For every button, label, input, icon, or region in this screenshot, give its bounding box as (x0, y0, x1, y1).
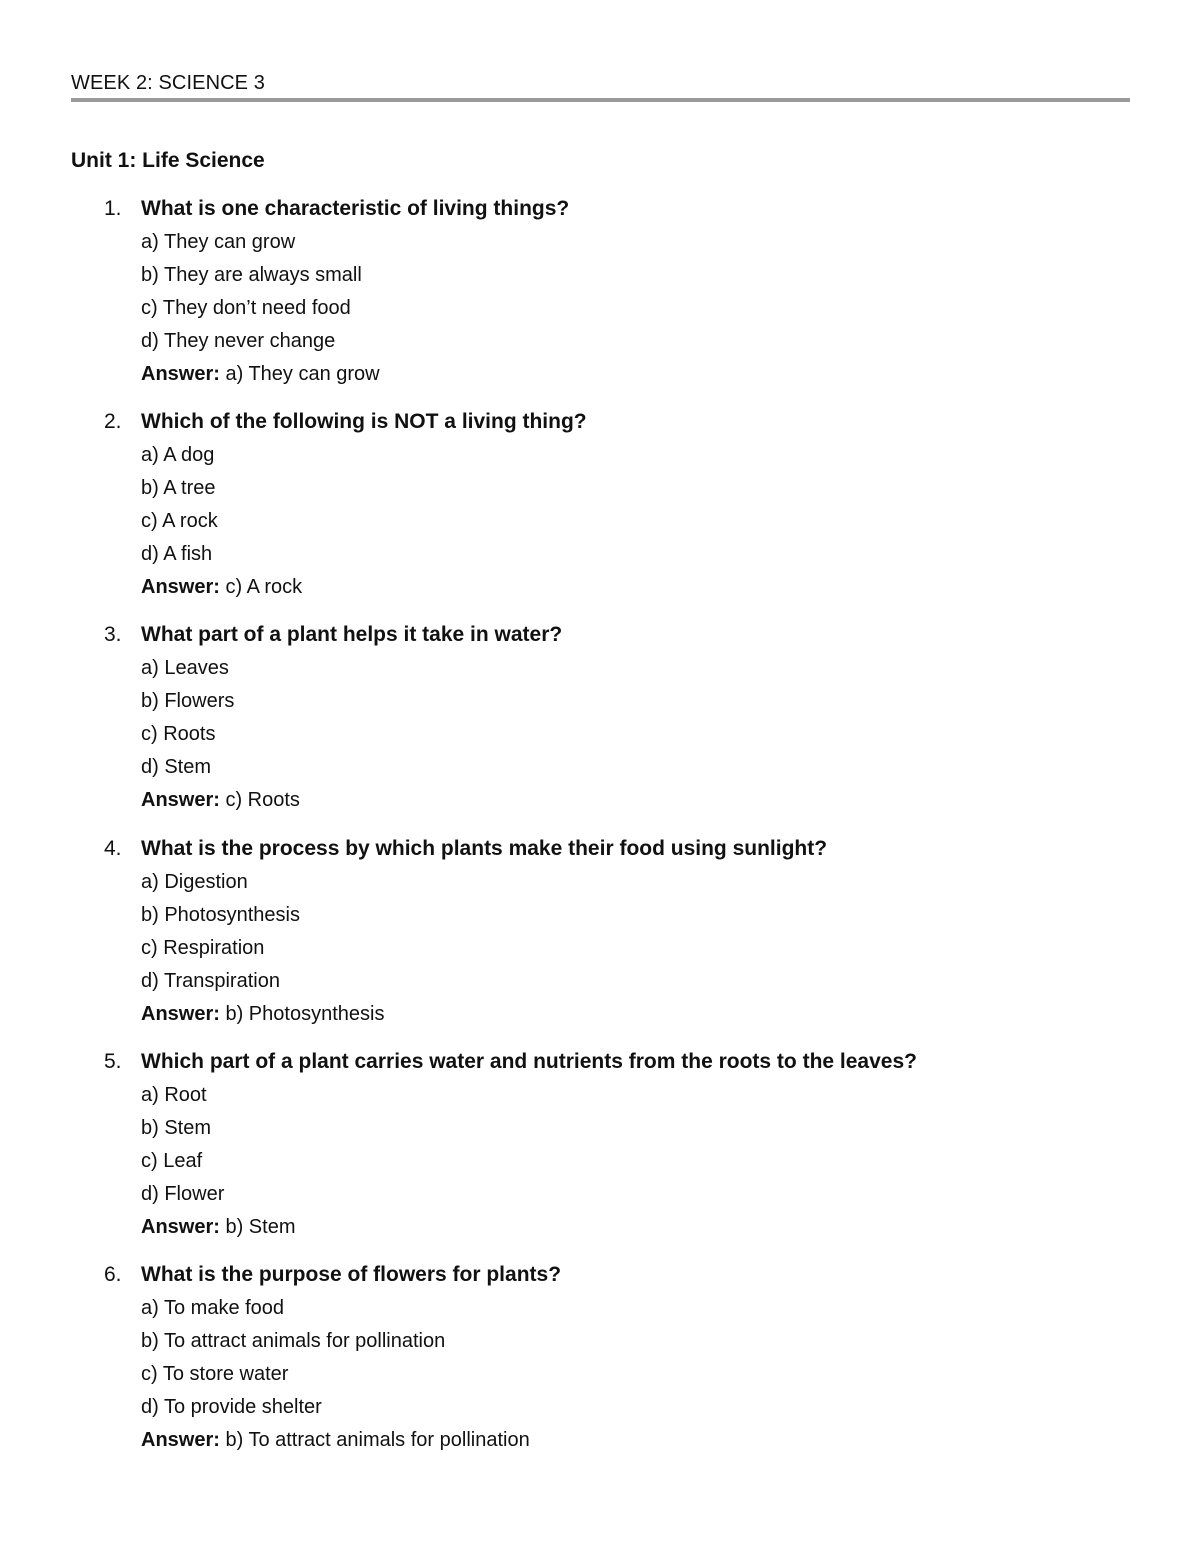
question-number: 2. (104, 410, 122, 434)
answer-option: d) Stem (141, 756, 212, 779)
answer-value: c) Roots (225, 789, 300, 812)
question-number: 4. (104, 836, 122, 860)
header-divider (71, 98, 1130, 102)
answer-option: b) A tree (141, 477, 216, 500)
answer-label: Answer: (141, 1429, 220, 1451)
answer-line (141, 576, 302, 599)
answer-option: a) Digestion (141, 870, 248, 893)
question-number: 1. (104, 197, 122, 220)
answer-value: b) Stem (225, 1215, 296, 1238)
answer-line (141, 1216, 296, 1239)
answer-option: d) To provide shelter (141, 1396, 322, 1418)
answer-label: Answer: (141, 1215, 220, 1238)
answer-option: b) To attract animals for pollination (141, 1330, 446, 1352)
answer-option: c) Leaf (141, 1149, 203, 1172)
answer-option: c) To store water (141, 1363, 289, 1385)
answer-option: b) Photosynthesis (141, 903, 300, 926)
unit-title: Unit 1: Life Science (71, 149, 265, 172)
answer-option: a) They can grow (141, 231, 296, 253)
answer-option: a) Root (141, 1083, 207, 1106)
answer-value: b) Photosynthesis (225, 1002, 385, 1025)
answer-value: c) A rock (225, 576, 303, 599)
answer-line (141, 363, 380, 386)
answer-option: a) To make food (141, 1297, 285, 1319)
answer-option: b) Flowers (141, 690, 235, 713)
answer-label: Answer: (141, 789, 220, 812)
question-text: Which part of a plant carries water and nutrients from the roots to the leaves? (141, 1049, 917, 1073)
question-number: 6. (104, 1263, 122, 1286)
answer-option: b) Stem (141, 1116, 212, 1139)
answer-option: d) Transpiration (141, 969, 280, 992)
question-text: What is the purpose of flowers for plants? (141, 1263, 562, 1286)
answer-line (141, 789, 300, 812)
question-text: What is the process by which plants make their food using sunlight? (141, 836, 828, 860)
answer-label: Answer: (141, 576, 220, 599)
answer-option: d) Flower (141, 1182, 225, 1205)
page-header-title: WEEK 2: SCIENCE 3 (71, 72, 265, 94)
answer-option: c) Respiration (141, 936, 265, 959)
answer-option: a) Leaves (141, 657, 229, 680)
answer-option: c) They don’t need food (141, 297, 351, 319)
answer-value: b) To attract animals for pollination (225, 1429, 530, 1451)
question-text: What is one characteristic of living things? (141, 197, 570, 220)
answer-value: a) They can grow (225, 363, 380, 385)
question-text: What part of a plant helps it take in water? (141, 623, 563, 647)
answer-option: a) A dog (141, 444, 215, 467)
answer-option: d) They never change (141, 330, 336, 352)
answer-line (141, 1003, 384, 1026)
answer-option: b) They are always small (141, 264, 362, 286)
answer-option: d) A fish (141, 543, 213, 566)
question-number: 3. (104, 623, 122, 647)
answer-option: c) A rock (141, 510, 218, 533)
answer-label: Answer: (141, 1002, 220, 1025)
answer-line (141, 1429, 530, 1452)
question-number: 5. (104, 1049, 122, 1073)
answer-option: c) Roots (141, 723, 216, 746)
answer-label: Answer: (141, 363, 220, 385)
question-text: Which of the following is NOT a living thing? (141, 410, 587, 434)
